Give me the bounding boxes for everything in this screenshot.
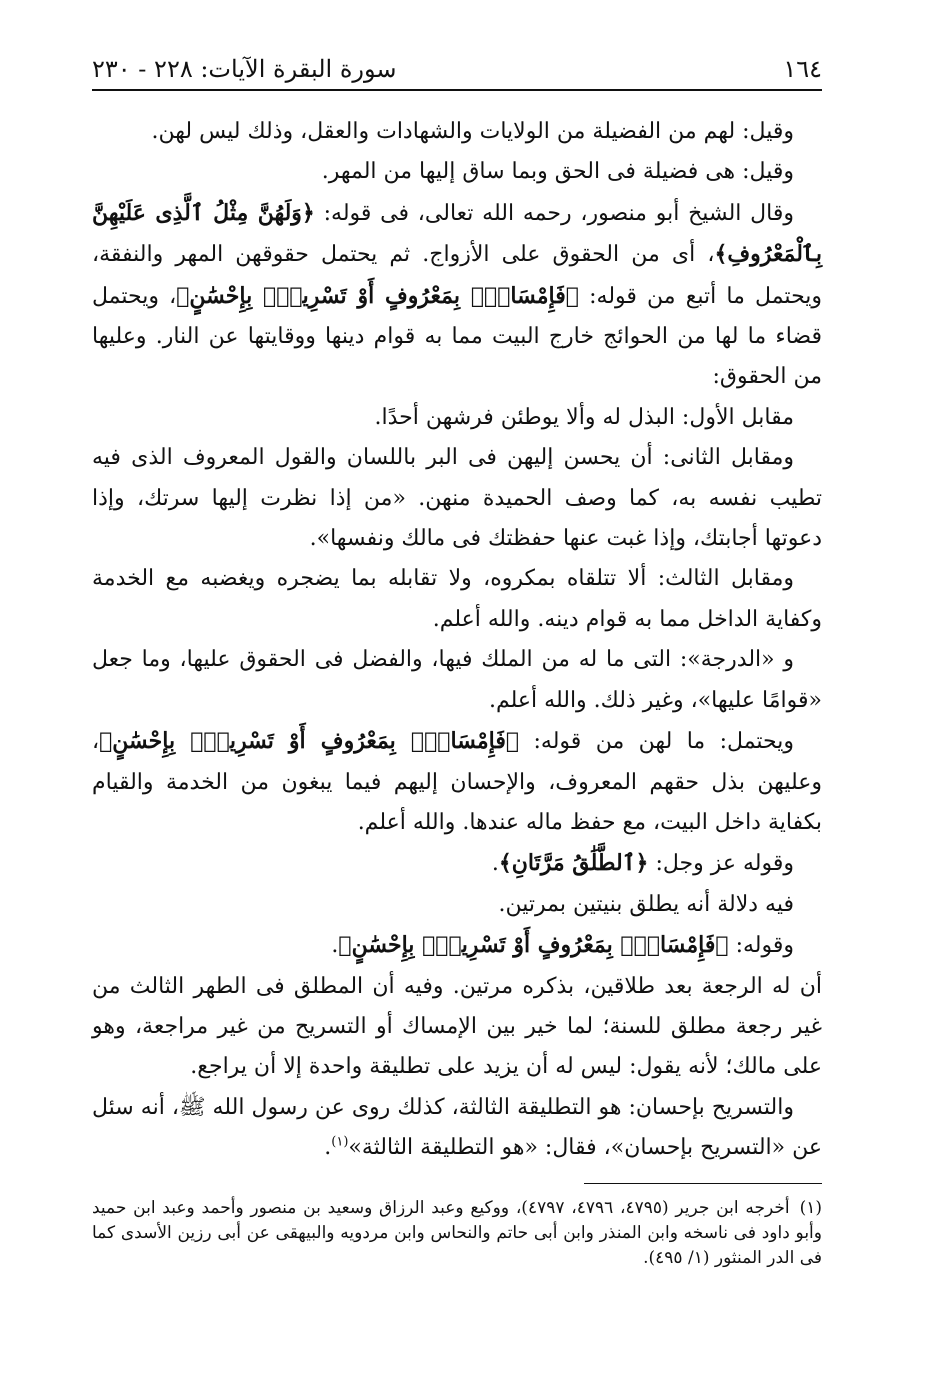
paragraph-13-text-a: والتسريح بإحسان: هو التطليقة الثالثة، كذلك روى عن رسول الله ﷺ، أنه سئل عن «التسريح بإحسان»، فقال: «هو التطليقة الثالثة» [92,1094,822,1161]
quran-verse: ﴿ٱلطَّلَٰقُ مَرَّتَانِ﴾ [498,850,649,877]
paragraph-8-text-b: ، وعليهن بذل حقهم المعروف، والإحسان إليهم فيما يبغون من الخدمة والقيام بكفاية داخل البيت، مع حفظ ماله عندها. والله أعلم. [92,729,822,835]
paragraph-3-text-a: وقال الشيخ أبو منصور، رحمه الله تعالى، فى قوله: [314,200,794,226]
footnote-text: أخرجه ابن جرير (٤٧٩٥، ٤٧٩٦، ٤٧٩٧)، ووكيع وعبد الرزاق وسعيد بن منصور وأحمد وعبد ابن حميد وأبو داود فى ناسخه وابن المنذر وابن أبى حاتم والنحاس وابن مردويه والبيهقى عن أبى رزين الأسدى كما فى الدر المنثور (١/ ٤٩٥). [92,1198,822,1268]
header-rule [92,89,822,91]
paragraph-7: و «الدرجة»: التى ما له من الملك فيها، والفضل فى الحقوق عليها، وما جعل «قوامًا عليها»، وغير ذلك. والله أعلم. [92,647,822,713]
paragraph-11 [92,925,822,966]
paragraph-6: ومقابل الثالث: ألا تتلقاه بمكروه، ولا تقابله بما يضجره ويغضبه مع الخدمة وكفاية الداخل مما به قوام دينه. والله أعلم. [92,566,822,632]
paragraph-13-text-b: . [324,1135,332,1161]
paragraph-8 [92,721,822,843]
quran-verse: ﴿فَإِمْسَاكٌۢ بِمَعْرُوفٍ أَوْ تَسْرِيحٌۢ بِإِحْسَٰنٍ﴾ [338,932,729,959]
page-number: ١٦٤ [783,55,822,83]
paragraph-11-text-b: . [331,933,339,959]
page-header [92,52,822,86]
footnote-reference[interactable]: (١) [331,1134,349,1150]
paragraph-13 [92,1088,822,1169]
paragraph-11-text-a: وقوله: [728,933,794,959]
footnote-number: (١) [799,1198,822,1218]
paragraph-3 [92,193,822,398]
paragraph-8-text-a: ويحتمل: ما لهن من قوله: [519,729,795,755]
paragraph-10: فيه دلالة أنه يطلق بنيتين بمرتين. [498,891,794,917]
paragraph-9-text-b: . [491,851,499,877]
paragraph-1: وقيل: لهم من الفضيلة من الولايات والشهادات والعقل، وذلك ليس لهن. [151,119,794,144]
paragraph-3-text-b: ، أى من الحقوق على الأزواج. ثم يحتمل حقوقهن المهر والنفقة، ويحتمل ما أتبع من قوله: [92,242,823,309]
footnote-rule [584,1183,822,1184]
paragraph-3-text-c: ، ويحتمل قضاء ما لها من الحوائج خارج البيت مما به قوام دينها ووقايتها عن النار. وعليها من الحقوق: [92,283,822,390]
paragraph-4: مقابل الأول: البذل له وألا يوطئن فرشهن أحدًا. [374,404,794,430]
quran-verse: ﴿فَإِمْسَاكٌۢ بِمَعْرُوفٍ أَوْ تَسْرِيحٌۢ بِإِحْسَٰنٍ﴾ [176,282,579,309]
paragraph-9-text-a: وقوله عز وجل: [648,851,794,877]
quran-verse: ﴿وَلَهُنَّ مِثْلُ ٱلَّذِى عَلَيْهِنَّ بِٱلْمَعْرُوفِ﴾ [92,199,822,268]
running-title: سورة البقرة الآيات: ٢٢٨ - ٢٣٠ [92,55,397,83]
main-text [92,112,822,1169]
quran-verse: ﴿فَإِمْسَاكٌۢ بِمَعْرُوفٍ أَوْ تَسْرِيحٌۢ بِإِحْسَٰنٍ﴾ [99,728,520,755]
paragraph-5: ومقابل الثانى: أن يحسن إليهن فى البر باللسان والقول المعروف الذى فيه تطيب نفسه به، كما وصف الحميدة منهن. «من إذا نظرت إليها سرتك، وإذا دعوتها أجابتك، وإذا غبت عنها حفظتك فى مالك ونفسها». [92,445,822,552]
paragraph-2: وقيل: هى فضيلة فى الحق وبما ساق إليها من المهر. [321,159,794,185]
paragraph-9 [92,843,822,884]
paragraph-12: أن له الرجعة بعد طلاقين، بذكره مرتين. وفيه أن المطلق فى الطهر الثالث من غير رجعة مطلق للسنة؛ لما خير بين الإمساك أو التسريح من غير مراجعة، وهو على مالك؛ لأنه يقول: ليس له أن يزيد على تطليقة واحدة إلا أن يراجع. [92,973,822,1080]
footnote [92,1196,822,1271]
